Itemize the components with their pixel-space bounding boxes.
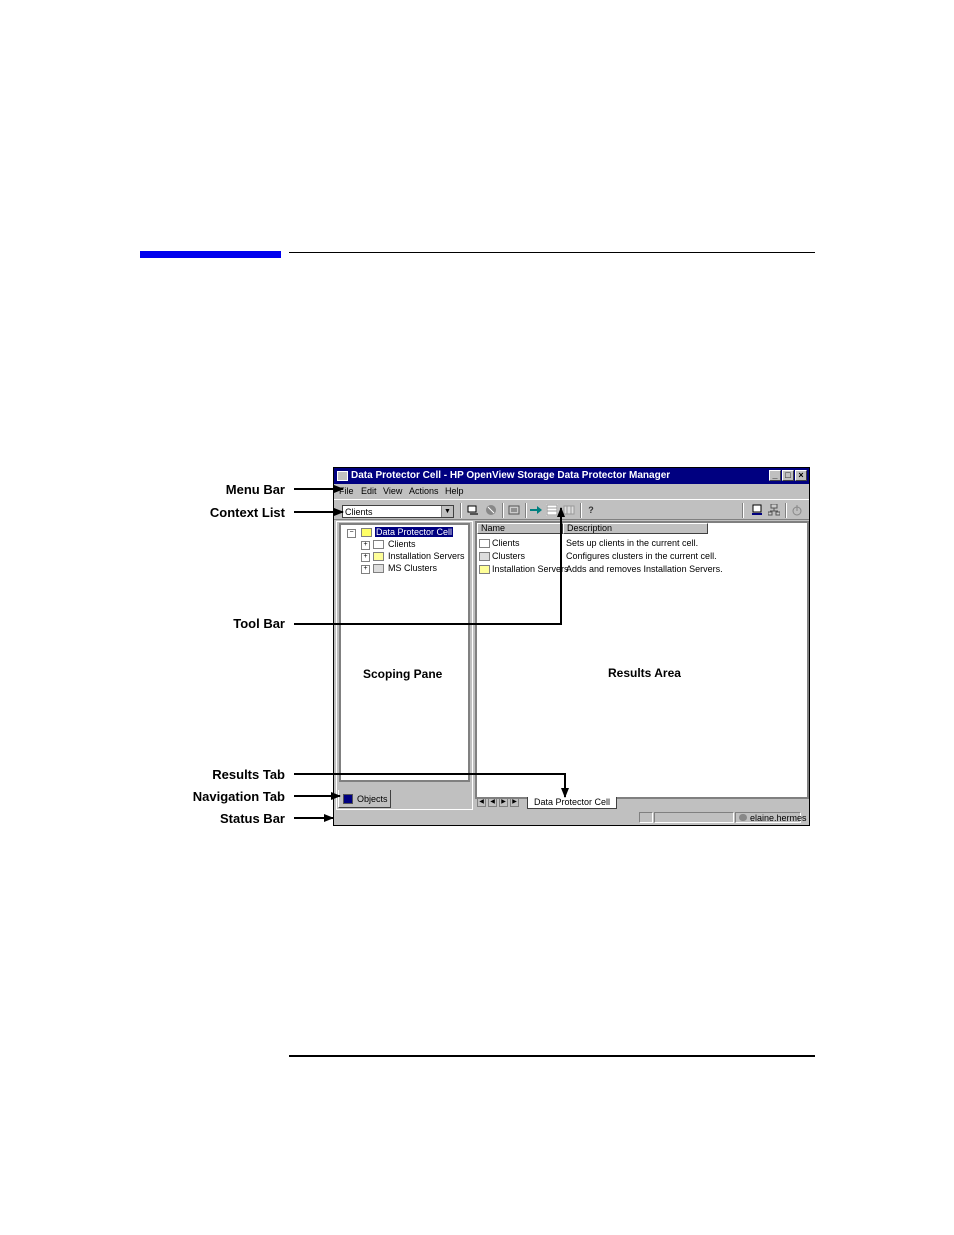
menu-help[interactable]: Help	[445, 486, 464, 496]
footer-rule	[289, 1055, 815, 1057]
arrow-tool-bar	[294, 508, 561, 624]
callout-tool-bar: Tool Bar	[233, 616, 285, 631]
minimize-button[interactable]: _	[769, 470, 781, 481]
callout-status-bar: Status Bar	[219, 811, 285, 826]
expand-icon[interactable]: +	[361, 541, 370, 550]
result-name[interactable]: Installation Servers	[492, 564, 569, 574]
column-header-name[interactable]: Name	[477, 523, 563, 534]
scoping-pane-label: Scoping Pane	[363, 667, 443, 681]
result-name[interactable]: Clusters	[492, 551, 526, 561]
tab-scroll-first-icon[interactable]: ◀	[477, 798, 486, 807]
close-button[interactable]: ×	[795, 470, 807, 481]
callout-results-tab: Results Tab	[212, 767, 285, 782]
expand-icon[interactable]: +	[361, 565, 370, 574]
result-description: Configures clusters in the current cell.	[566, 551, 717, 561]
tab-scroll-prev-icon[interactable]: ◀	[488, 798, 497, 807]
result-description: Sets up clients in the current cell.	[566, 538, 699, 548]
tab-scroll-next-icon[interactable]: ▶	[499, 798, 508, 807]
tree-node-root[interactable]: Data Protector Cell	[376, 527, 453, 537]
menu-edit[interactable]: Edit	[361, 486, 377, 496]
arrow-results-tab	[294, 774, 565, 797]
maximize-button[interactable]: □	[782, 470, 794, 481]
tree-node-clients[interactable]: Clients	[388, 539, 416, 549]
callout-navigation-tab: Navigation Tab	[192, 789, 285, 804]
status-user: elaine.hermes	[750, 813, 807, 823]
help-icon[interactable]: ?	[588, 505, 594, 515]
expand-icon[interactable]: +	[361, 553, 370, 562]
tree-node-installation-servers[interactable]: Installation Servers	[388, 551, 465, 561]
context-list-value: Clients	[345, 507, 373, 517]
navigation-tab-label: Objects	[357, 794, 388, 804]
window-title: Data Protector Cell - HP OpenView Storage Data Protector Manager	[351, 470, 671, 481]
results-area-label: Results Area	[608, 666, 681, 680]
callout-context-list: Context List	[209, 505, 285, 520]
collapse-icon[interactable]: −	[347, 529, 356, 538]
menu-view[interactable]: View	[383, 486, 403, 496]
chevron-down-icon[interactable]: ▼	[441, 506, 453, 517]
menu-actions[interactable]: Actions	[409, 486, 439, 496]
column-header-description[interactable]: Description	[563, 523, 708, 534]
tree-node-ms-clusters[interactable]: MS Clusters	[388, 563, 438, 573]
result-description: Adds and removes Installation Servers.	[566, 564, 723, 574]
tab-scroll-last-icon[interactable]: ▶	[510, 798, 519, 807]
results-tab-data-protector-cell[interactable]: Data Protector Cell	[527, 797, 617, 809]
menu-file[interactable]: File	[339, 486, 354, 496]
callout-menu-bar: Menu Bar	[225, 482, 285, 497]
result-name[interactable]: Clients	[492, 538, 520, 548]
